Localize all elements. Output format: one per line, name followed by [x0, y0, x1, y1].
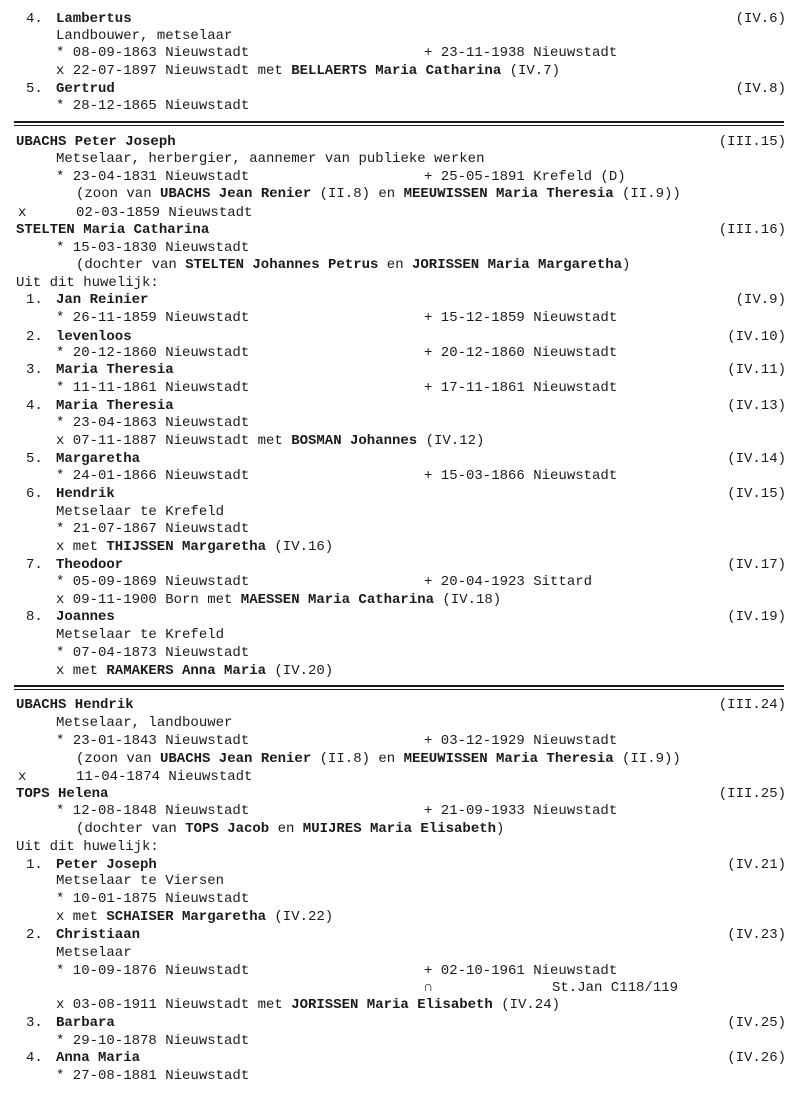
- child-name: Maria Theresia: [56, 362, 174, 378]
- parents-text: (II.8) en: [311, 186, 404, 202]
- detail-text: * 29-10-1878 Nieuwstadt: [56, 1033, 250, 1049]
- record-line: [0, 310, 800, 327]
- parents-text: (zoon van: [76, 186, 161, 202]
- record-line: [0, 963, 800, 980]
- death-record: + 25-05-1891 Krefeld (D): [424, 169, 626, 185]
- generation-reference: (IV.8): [735, 81, 786, 97]
- child-name: Peter Joseph: [56, 857, 157, 873]
- record-line: [0, 11, 800, 28]
- marriage-record: x 07-11-1887 Nieuwstadt met: [56, 433, 292, 449]
- parents-text: en: [269, 821, 303, 837]
- record-line: [0, 1015, 800, 1032]
- marriage-record: x met: [56, 539, 107, 555]
- detail-text: * 07-04-1873 Nieuwstadt: [56, 645, 250, 661]
- marriage-symbol: x: [18, 769, 27, 785]
- generation-reference: (IV.11): [727, 362, 786, 378]
- generation-reference: (III.16): [718, 222, 786, 238]
- record-line: [0, 1068, 800, 1085]
- record-line: [0, 486, 800, 503]
- entry-number: 4.: [26, 398, 52, 414]
- detail-text: * 23-04-1863 Nieuwstadt: [56, 415, 250, 431]
- entry-number: 4.: [26, 11, 52, 27]
- parent-name: JORISSEN Maria Margaretha: [412, 257, 623, 273]
- child-name: Theodoor: [56, 557, 124, 573]
- parent-name: UBACHS Jean Renier: [160, 751, 312, 767]
- detail-text: * 27-08-1881 Nieuwstadt: [56, 1068, 250, 1084]
- children-heading: Uit dit huwelijk:: [16, 275, 159, 291]
- record-line: [0, 891, 800, 908]
- detail-text: Landbouwer, metselaar: [56, 28, 233, 44]
- record-line: [0, 697, 800, 714]
- entry-number: 2.: [26, 927, 52, 943]
- child-name: Margaretha: [56, 451, 141, 467]
- birth-record: * 23-04-1831 Nieuwstadt: [56, 169, 250, 185]
- record-line: [0, 329, 800, 346]
- record-line: [0, 663, 800, 680]
- entry-number: 5.: [26, 451, 52, 467]
- entry-number: 6.: [26, 486, 52, 502]
- spouse-reference: (IV.12): [417, 433, 485, 449]
- record-line: [0, 98, 800, 115]
- parents-text: ): [622, 257, 631, 273]
- record-line: [0, 609, 800, 626]
- record-line: [0, 81, 800, 98]
- marriage-record: x 09-11-1900 Born met: [56, 592, 241, 608]
- entry-number: 7.: [26, 557, 52, 573]
- parents-text: en: [378, 257, 412, 273]
- entry-number: 8.: [26, 609, 52, 625]
- child-name: Gertrud: [56, 81, 115, 97]
- record-line: [0, 433, 800, 450]
- record-line: [0, 451, 800, 468]
- record-line: [0, 186, 800, 203]
- record-line: [0, 1033, 800, 1050]
- parents-text: (zoon van: [76, 751, 161, 767]
- detail-text: Metselaar te Krefeld: [56, 504, 225, 520]
- record-line: [0, 715, 800, 732]
- generation-reference: (IV.9): [735, 292, 786, 308]
- death-record: + 20-04-1923 Sittard: [424, 574, 593, 590]
- spouse-name: MAESSEN Maria Catharina: [240, 592, 435, 608]
- birth-record: * 11-11-1861 Nieuwstadt: [56, 380, 250, 396]
- spouse-reference: (IV.16): [266, 539, 334, 555]
- parents-text: (II.8) en: [311, 751, 404, 767]
- record-line: [0, 240, 800, 257]
- record-line: [0, 927, 800, 944]
- generation-reference: (III.24): [718, 697, 786, 713]
- generation-reference: (IV.14): [727, 451, 786, 467]
- record-line: [0, 645, 800, 662]
- generation-reference: (IV.19): [727, 609, 786, 625]
- entry-number: 2.: [26, 329, 52, 345]
- death-record: + 17-11-1861 Nieuwstadt: [424, 380, 618, 396]
- detail-text: Metselaar, herbergier, aannemer van publieke werken: [56, 151, 485, 167]
- generation-reference: (IV.17): [727, 557, 786, 573]
- person-name: UBACHS Peter Joseph: [16, 134, 176, 150]
- generation-reference: (IV.23): [727, 927, 786, 943]
- child-name: Barbara: [56, 1015, 115, 1031]
- generation-reference: (IV.26): [727, 1050, 786, 1066]
- section-divider: [14, 121, 784, 126]
- death-record: + 21-09-1933 Nieuwstadt: [424, 803, 618, 819]
- child-name: Anna Maria: [56, 1050, 141, 1066]
- entry-number: 5.: [26, 81, 52, 97]
- spouse-name: THIJSSEN Margaretha: [106, 539, 267, 555]
- record-line: [0, 275, 800, 292]
- parents-text: (dochter van: [76, 821, 186, 837]
- birth-record: * 08-09-1863 Nieuwstadt: [56, 45, 250, 61]
- entry-number: 3.: [26, 362, 52, 378]
- person-name: UBACHS Hendrik: [16, 697, 134, 713]
- child-name: Joannes: [56, 609, 115, 625]
- record-line: [0, 909, 800, 926]
- birth-record: * 26-11-1859 Nieuwstadt: [56, 310, 250, 326]
- death-record: + 15-12-1859 Nieuwstadt: [424, 310, 618, 326]
- detail-text: * 10-01-1875 Nieuwstadt: [56, 891, 250, 907]
- record-line: [0, 980, 800, 997]
- death-record: + 20-12-1860 Nieuwstadt: [424, 345, 618, 361]
- child-name: levenloos: [56, 329, 132, 345]
- record-line: [0, 873, 800, 890]
- record-line: [0, 574, 800, 591]
- parents-text: (II.9)): [613, 751, 681, 767]
- generation-reference: (IV.21): [727, 857, 786, 873]
- death-record: + 02-10-1961 Nieuwstadt: [424, 963, 618, 979]
- detail-text: * 21-07-1867 Nieuwstadt: [56, 521, 250, 537]
- person-name: TOPS Helena: [16, 786, 109, 802]
- birth-record: * 12-08-1848 Nieuwstadt: [56, 803, 250, 819]
- entry-number: 1.: [26, 857, 52, 873]
- death-record: + 15-03-1866 Nieuwstadt: [424, 468, 618, 484]
- record-line: [0, 945, 800, 962]
- section-divider: [14, 685, 784, 690]
- record-line: [0, 345, 800, 362]
- marriage-record: x met: [56, 909, 107, 925]
- child-name: Maria Theresia: [56, 398, 174, 414]
- detail-text: * 15-03-1830 Nieuwstadt: [56, 240, 250, 256]
- parents-text: (dochter van: [76, 257, 186, 273]
- spouse-reference: (IV.24): [492, 997, 561, 1013]
- spouse-name: BOSMAN Johannes: [291, 433, 418, 449]
- detail-text: Metselaar: [56, 945, 132, 961]
- marriage-symbol: x: [18, 205, 27, 221]
- generation-reference: (III.25): [718, 786, 786, 802]
- parent-name: MUIJRES Maria Elisabeth: [302, 821, 497, 837]
- record-line: [0, 134, 800, 151]
- generation-reference: (IV.25): [727, 1015, 786, 1031]
- detail-text: Metselaar te Viersen: [56, 873, 225, 889]
- generation-reference: (IV.6): [735, 11, 786, 27]
- record-line: [0, 521, 800, 538]
- record-line: [0, 733, 800, 750]
- generation-reference: (IV.13): [727, 398, 786, 414]
- death-record: + 03-12-1929 Nieuwstadt: [424, 733, 618, 749]
- death-record: + 23-11-1938 Nieuwstadt: [424, 45, 618, 61]
- record-line: [0, 63, 800, 80]
- grave-location: St.Jan C118/119: [552, 980, 679, 996]
- child-name: Lambertus: [56, 11, 132, 27]
- detail-text: Metselaar, landbouwer: [56, 715, 233, 731]
- record-line: [0, 857, 800, 874]
- parents-text: ): [496, 821, 505, 837]
- record-line: [0, 468, 800, 485]
- record-line: [0, 398, 800, 415]
- record-line: [0, 786, 800, 803]
- record-line: [0, 627, 800, 644]
- parent-name: MEEUWISSEN Maria Theresia: [403, 751, 614, 767]
- record-line: [0, 557, 800, 574]
- child-name: Jan Reinier: [56, 292, 149, 308]
- record-line: [0, 45, 800, 62]
- birth-record: * 20-12-1860 Nieuwstadt: [56, 345, 250, 361]
- spouse-name: JORISSEN Maria Elisabeth: [291, 997, 493, 1013]
- parent-name: MEEUWISSEN Maria Theresia: [403, 186, 614, 202]
- spouse-name: SCHAISER Margaretha: [106, 909, 267, 925]
- parent-name: TOPS Jacob: [185, 821, 270, 837]
- record-line: [0, 751, 800, 768]
- child-name: Christiaan: [56, 927, 141, 943]
- child-name: Hendrik: [56, 486, 115, 502]
- marriage-record: x 03-08-1911 Nieuwstadt met: [56, 997, 292, 1013]
- parent-name: UBACHS Jean Renier: [160, 186, 312, 202]
- marriage-record: x met: [56, 663, 107, 679]
- record-line: [0, 504, 800, 521]
- record-line: [0, 151, 800, 168]
- spouse-reference: (IV.22): [266, 909, 334, 925]
- record-line: [0, 839, 800, 856]
- detail-text: Metselaar te Krefeld: [56, 627, 225, 643]
- record-line: [0, 1050, 800, 1067]
- birth-record: * 05-09-1869 Nieuwstadt: [56, 574, 250, 590]
- parent-name: STELTEN Johannes Petrus: [185, 257, 379, 273]
- generation-reference: (IV.15): [727, 486, 786, 502]
- record-line: [0, 169, 800, 186]
- entry-number: 3.: [26, 1015, 52, 1031]
- birth-record: * 23-01-1843 Nieuwstadt: [56, 733, 250, 749]
- record-line: [0, 415, 800, 432]
- birth-record: * 10-09-1876 Nieuwstadt: [56, 963, 250, 979]
- record-line: [0, 205, 800, 222]
- parents-text: (II.9)): [613, 186, 681, 202]
- record-line: [0, 539, 800, 556]
- detail-text: * 28-12-1865 Nieuwstadt: [56, 98, 250, 114]
- record-line: [0, 592, 800, 609]
- entry-number: 4.: [26, 1050, 52, 1066]
- entry-number: 1.: [26, 292, 52, 308]
- record-line: [0, 997, 800, 1014]
- record-line: [0, 821, 800, 838]
- spouse-reference: (IV.18): [434, 592, 502, 608]
- birth-record: * 24-01-1866 Nieuwstadt: [56, 468, 250, 484]
- record-line: [0, 380, 800, 397]
- record-line: [0, 769, 800, 786]
- record-line: [0, 28, 800, 45]
- marriage-record: 11-04-1874 Nieuwstadt: [76, 769, 253, 785]
- generation-reference: (III.15): [718, 134, 786, 150]
- person-name: STELTEN Maria Catharina: [16, 222, 210, 238]
- marriage-record: x 22-07-1897 Nieuwstadt met: [56, 63, 292, 79]
- marriage-record: 02-03-1859 Nieuwstadt: [76, 205, 253, 221]
- record-line: [0, 362, 800, 379]
- generation-reference: (IV.10): [727, 329, 786, 345]
- spouse-reference: (IV.20): [266, 663, 334, 679]
- spouse-reference: (IV.7): [501, 63, 560, 79]
- record-line: [0, 257, 800, 274]
- children-heading: Uit dit huwelijk:: [16, 839, 159, 855]
- burial-symbol: ∩: [424, 980, 433, 996]
- spouse-name: BELLAERTS Maria Catharina: [291, 63, 502, 79]
- record-line: [0, 803, 800, 820]
- record-line: [0, 222, 800, 239]
- record-line: [0, 292, 800, 309]
- spouse-name: RAMAKERS Anna Maria: [106, 663, 267, 679]
